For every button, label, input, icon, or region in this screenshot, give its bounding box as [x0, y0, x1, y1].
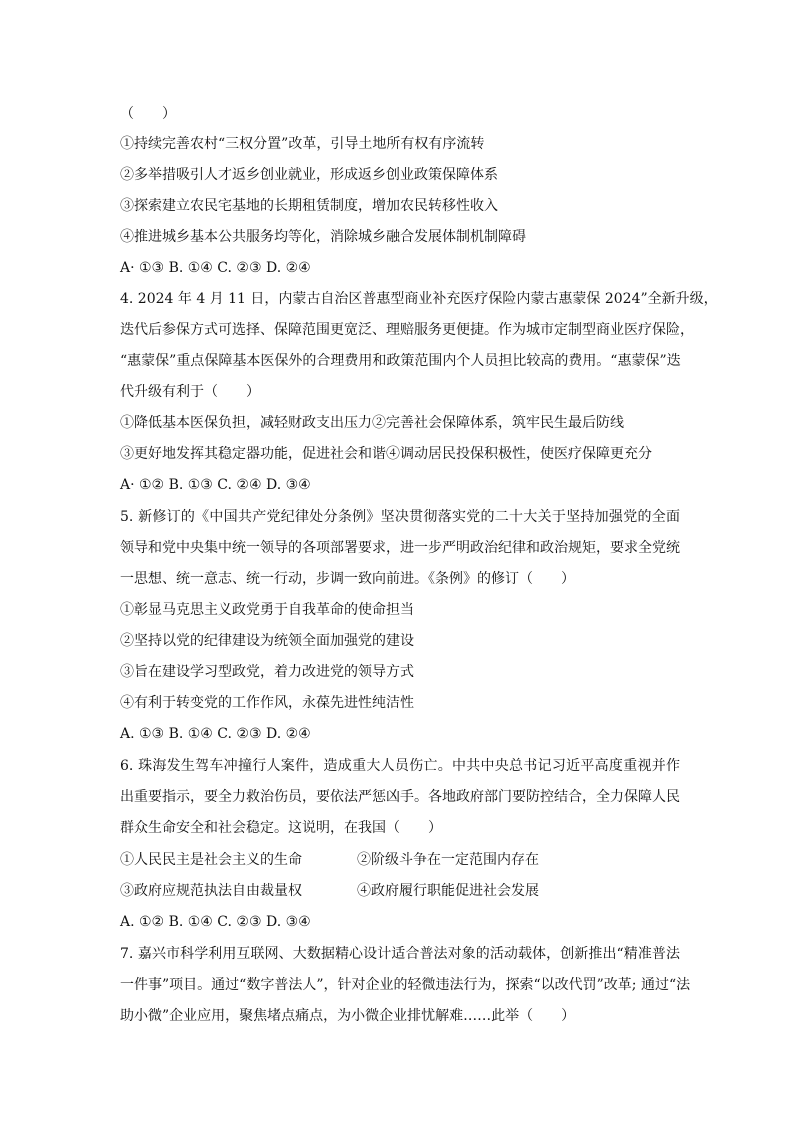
q3-answers: A· ①③ B. ①④ C. ②③ D. ②④: [120, 260, 311, 276]
q6-option-row-2: [120, 881, 539, 901]
q7-stem-line-3: 助小微”企业应用，聚焦堵点痛点，为小微企业排忧解难……此举（ ）: [120, 1008, 576, 1024]
q3-option-1: ①持续完善农村“三权分置”改革，引导土地所有权有序流转: [120, 136, 485, 152]
q5-stem-line-2: 领导和党中央集中统一领导的各项部署要求，进一步严明政治纪律和政治规矩，要求全党统: [120, 540, 680, 556]
q6-stem-line-3: 群众生命安全和社会稳定。这说明，在我国（ ）: [120, 820, 442, 836]
q6-option-row-1: [120, 850, 539, 870]
q4-option-row-2: ③更好地发挥其稳定器功能，促进社会和谐④调动居民投保积极性，使医疗保障更充分: [120, 446, 652, 462]
q3-option-4: ④推进城乡基本公共服务均等化，消除城乡融合发展体制机制障碍: [120, 229, 526, 245]
q4-option-row-1: ①降低基本医保负担，减轻财政支出压力②完善社会保障体系，筑牢民生最后防线: [120, 415, 624, 431]
q5-stem-line-1: 5. 新修订的《中国共产党纪律处分条例》坚决贯彻落实党的二十大关于坚持加强党的全面: [120, 509, 680, 525]
q5-option-3: ③旨在建设学习型政党，着力改进党的领导方式: [120, 664, 414, 680]
q7-stem-line-2: 一件事”项目。通过“数字普法人”，针对企业的轻微违法行为，探索“以改代罚”改革; 通过“法: [120, 977, 691, 993]
q6-stem-line-2: 出重要指示，要全力救治伤员，要依法严惩凶手。各地政府部门要防控结合，全力保障人民: [120, 789, 680, 805]
q6-stem-line-1: 6. 珠海发生驾车冲撞行人案件，造成重大人员伤亡。中共中央总书记习近平高度重视并作: [120, 758, 680, 774]
q6-option-1: ①人民民主是社会主义的生命: [120, 852, 302, 868]
q3-option-3: ③探索建立农民宅基地的长期租赁制度，增加农民转移性收入: [120, 198, 498, 214]
q3-option-2: ②多举措吸引人才返乡创业就业，形成返乡创业政策保障体系: [120, 167, 498, 183]
q5-option-4: ④有利于转变党的工作作风，永葆先进性纯洁性: [120, 695, 414, 711]
q4-stem-line-4: 代升级有利于（ ）: [120, 384, 260, 400]
q6-option-2: ②阶级斗争在一定范围内存在: [357, 852, 539, 868]
q6-answers: A. ①② B. ①④ C. ②③ D. ③④: [120, 914, 311, 930]
q5-stem-line-3: 一思想、统一意志、统一行动，步调一致向前进。《条例》的修订（ ）: [120, 571, 575, 587]
q5-option-2: ②坚持以党的纪律建设为统领全面加强党的建设: [120, 633, 414, 649]
q6-option-4: ④政府履行职能促进社会发展: [357, 883, 539, 899]
q3-paren: （ ）: [120, 106, 176, 122]
q4-answers: A· ①② B. ①③ C. ②④ D. ③④: [120, 477, 311, 493]
q6-option-3: ③政府应规范执法自由裁量权: [120, 883, 302, 899]
q7-stem-line-1: 7. 嘉兴市科学利用互联网、大数据精心设计适合普法对象的活动载体，创新推出“精准普法: [120, 946, 680, 962]
q5-option-1: ①彰显马克思主义政党勇于自我革命的使命担当: [120, 602, 414, 618]
q4-stem-line-3: “惠蒙保”重点保障基本医保外的合理费用和政策范围内个人员担比较高的费用。“惠蒙保”迭: [120, 353, 681, 369]
q4-stem-line-1: 4. 2024 年 4 月 11 日，内蒙古自治区普惠型商业补充医疗保险内蒙古惠蒙保 2024”全新升级，: [120, 291, 718, 307]
q5-answers: A. ①③ B. ①④ C. ②③ D. ②④: [120, 726, 311, 742]
q4-stem-line-2: 迭代后参保方式可选择、保障范围更宽泛、理赔服务更便捷。作为城市定制型商业医疗保险，: [120, 322, 694, 338]
